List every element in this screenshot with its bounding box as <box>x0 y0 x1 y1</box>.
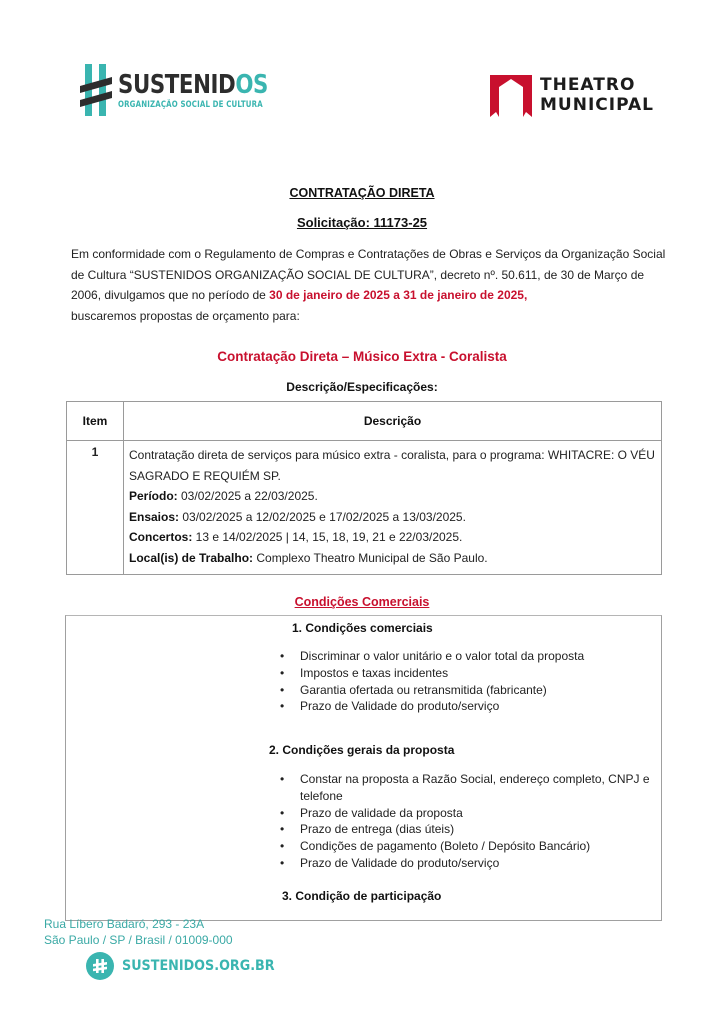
intro-paragraph: Em conformidade com o Regulamento de Compras e Contratações de Obras e Serviços da Organização Social de Cultura “SUSTENIDOS ORGANIZAÇÃO SOCIAL DE CULTURA”, decreto nº. 50.611, de 30 de Março de 2006, divulgamos que no período de 30 de janeiro de 2025 a 31 de janeiro de 2025, buscaremos propostas de orçamento para: <box>71 247 666 323</box>
conditions-title: Condições Comerciais <box>294 595 430 609</box>
list-item: • Constar na proposta a Razão Social, endereço completo, CNPJ e telefone <box>274 771 664 805</box>
general-conditions-list <box>274 771 664 872</box>
item-description <box>124 441 662 575</box>
concerts-field: Concertos: 13 e 14/02/2025 | 14, 15, 18, 19, 21 e 22/03/2025. <box>129 530 463 544</box>
list-item: • Garantia ofertada ou retransmitida (fabricante) <box>274 682 584 699</box>
footer-address: Rua Líbero Badaró, 293 - 23A São Paulo / SP / Brasil / 01009-000 <box>44 917 233 947</box>
list-item: • Prazo de validade da proposta <box>274 805 664 822</box>
hash-icon <box>86 952 114 980</box>
period-field: Período: 03/02/2025 a 22/03/2025. <box>129 489 318 503</box>
description-text: Contratação direta de serviços para músico extra - coralista, para o programa: WHITACRE: O VÉU SAGRADO E REQUIÉM SP. <box>129 448 655 483</box>
sustenidos-tagline: ORGANIZAÇÃO SOCIAL DE CULTURA <box>118 100 263 110</box>
commercial-conditions-list <box>274 648 584 715</box>
list-item: • Prazo de Validade do produto/serviço <box>274 698 584 715</box>
request-number: Solicitação: 11173-25 <box>296 215 428 230</box>
arch-icon <box>490 75 532 117</box>
document-title: CONTRATAÇÃO DIRETA <box>289 186 435 200</box>
list-item: • Discriminar o valor unitário e o valor total da proposta <box>274 648 584 665</box>
period-highlight: 30 de janeiro de 2025 a 31 de janeiro de 2025, <box>269 288 528 302</box>
section-heading-participation: 3. Condição de participação <box>282 889 442 903</box>
workplace-field: Local(is) de Trabalho: Complexo Theatro Municipal de São Paulo. <box>129 550 488 565</box>
table-header-row <box>67 402 662 441</box>
sustenidos-logo <box>80 64 268 120</box>
section-heading-general: 2. Condições gerais da proposta <box>269 743 455 757</box>
table-row <box>67 441 662 575</box>
column-header-item: Item <box>67 402 124 441</box>
sustenidos-wordmark: SUSTENIDOS <box>118 70 268 100</box>
list-item: • Impostos e taxas incidentes <box>274 665 584 682</box>
item-number: 1 <box>67 441 124 575</box>
contract-subtitle: Contratação Direta – Músico Extra - Coralista <box>217 349 507 364</box>
hash-icon <box>80 64 112 116</box>
website-text: SUSTENIDOS.ORG.BR <box>122 958 275 974</box>
list-item: • Condições de pagamento (Boleto / Depósito Bancário) <box>274 838 664 855</box>
items-table <box>66 401 662 575</box>
section-heading-commercial: 1. Condições comerciais <box>292 621 433 635</box>
theatro-municipal-wordmark: THEATRO MUNICIPAL <box>540 75 654 115</box>
rehearsals-field: Ensaios: 03/02/2025 a 12/02/2025 e 17/02/2025 a 13/03/2025. <box>129 509 466 524</box>
conditions-box <box>65 615 662 921</box>
spec-heading: Descrição/Especificações: <box>286 380 438 394</box>
list-item: • Prazo de Validade do produto/serviço <box>274 855 664 872</box>
column-header-description: Descrição <box>124 402 662 441</box>
list-item: • Prazo de entrega (dias úteis) <box>274 821 664 838</box>
theatro-municipal-logo <box>490 73 660 119</box>
